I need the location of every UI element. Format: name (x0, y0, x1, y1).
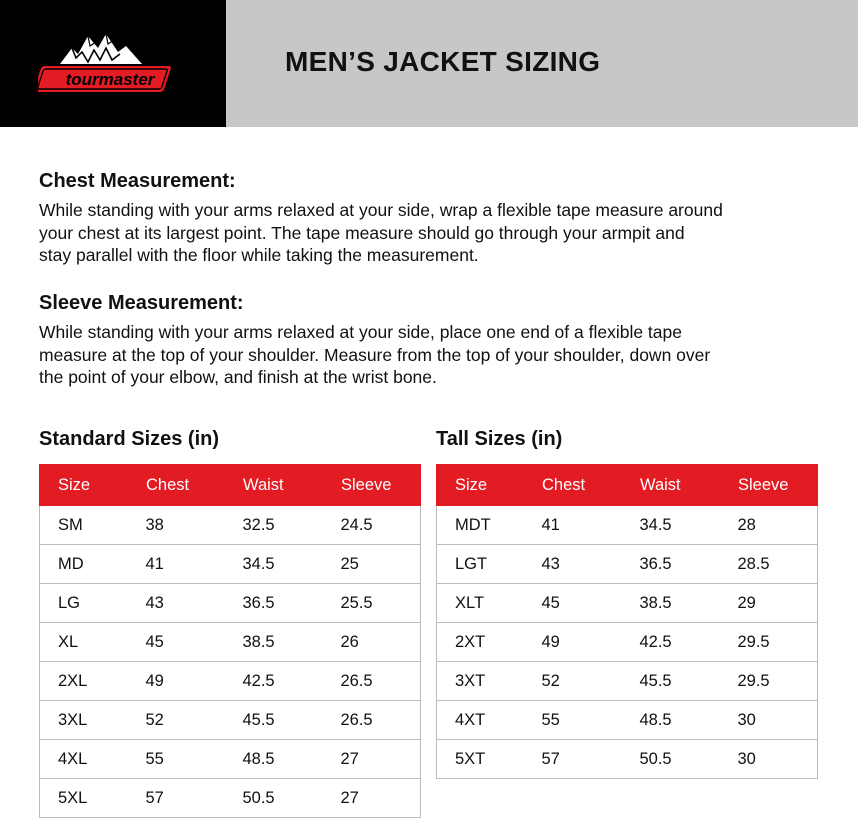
cell-chest: 49 (146, 662, 243, 701)
cell-chest: 43 (542, 545, 640, 584)
cell-chest: 45 (146, 623, 243, 662)
cell-chest: 57 (146, 779, 243, 818)
cell-waist: 36.5 (243, 584, 341, 623)
sleeve-line-1: While standing with your arms relaxed at your side, place one end of a flexible tape (39, 322, 682, 342)
cell-size: 2XT (437, 623, 542, 662)
cell-waist: 38.5 (243, 623, 341, 662)
table-row (40, 623, 421, 662)
logo-panel (0, 0, 226, 127)
cell-waist: 42.5 (243, 662, 341, 701)
page-header (0, 0, 858, 127)
table-row (40, 779, 421, 818)
title-panel (226, 0, 858, 127)
cell-waist: 50.5 (243, 779, 341, 818)
table-row (40, 740, 421, 779)
cell-waist: 48.5 (243, 740, 341, 779)
cell-sleeve: 29.5 (738, 662, 818, 701)
table-row (437, 701, 818, 740)
column-header-waist: Waist (640, 465, 738, 506)
sleeve-measurement-section (39, 292, 829, 389)
standard-sizes-table (39, 464, 421, 818)
sleeve-line-3: the point of your elbow, and finish at the wrist bone. (39, 367, 437, 387)
table-row (437, 545, 818, 584)
column-header-size: Size (40, 465, 146, 506)
cell-sleeve: 29.5 (738, 623, 818, 662)
cell-size: 5XT (437, 740, 542, 779)
table-row (437, 506, 818, 545)
cell-sleeve: 25 (341, 545, 421, 584)
cell-sleeve: 24.5 (341, 506, 421, 545)
cell-waist: 36.5 (640, 545, 738, 584)
table-row (437, 623, 818, 662)
cell-chest: 57 (542, 740, 640, 779)
chest-line-2: your chest at its largest point. The tape measure should go through your armpit and (39, 222, 685, 243)
cell-sleeve: 28.5 (738, 545, 818, 584)
table-row (437, 740, 818, 779)
table-row (40, 662, 421, 701)
cell-size: XL (40, 623, 146, 662)
cell-chest: 52 (542, 662, 640, 701)
cell-waist: 42.5 (640, 623, 738, 662)
column-header-chest: Chest (146, 465, 243, 506)
cell-sleeve: 30 (738, 701, 818, 740)
cell-waist: 34.5 (243, 545, 341, 584)
cell-size: 4XT (437, 701, 542, 740)
cell-size: 3XT (437, 662, 542, 701)
table-row (437, 662, 818, 701)
cell-sleeve: 25.5 (341, 584, 421, 623)
table-row (40, 545, 421, 584)
tall-sizes-table (436, 464, 818, 779)
cell-chest: 55 (146, 740, 243, 779)
cell-chest: 41 (542, 506, 640, 545)
page-title: MEN’S JACKET SIZING (285, 46, 601, 77)
sleeve-heading: Sleeve Measurement: (39, 292, 244, 314)
cell-sleeve: 29 (738, 584, 818, 623)
cell-waist: 32.5 (243, 506, 341, 545)
cell-size: SM (40, 506, 146, 545)
cell-size: 2XL (40, 662, 146, 701)
chest-line-1: While standing with your arms relaxed at your side, wrap a flexible tape measure around (39, 200, 723, 220)
cell-size: 4XL (40, 740, 146, 779)
column-header-sleeve: Sleeve (341, 465, 421, 506)
tourmaster-logo (38, 28, 188, 100)
cell-size: MD (40, 545, 146, 584)
sleeve-line-2: measure at the top of your shoulder. Measure from the top of your shoulder, down over (39, 344, 711, 365)
column-header-chest: Chest (542, 465, 640, 506)
cell-waist: 38.5 (640, 584, 738, 623)
column-header-sleeve: Sleeve (738, 465, 818, 506)
cell-size: LGT (437, 545, 542, 584)
table-row (40, 584, 421, 623)
cell-waist: 45.5 (243, 701, 341, 740)
cell-size: 5XL (40, 779, 146, 818)
logo-wordmark: tourmaster (65, 70, 155, 89)
table-row (437, 584, 818, 623)
cell-chest: 55 (542, 701, 640, 740)
tall-sizes-title: Tall Sizes (in) (436, 428, 563, 450)
column-header-waist: Waist (243, 465, 341, 506)
cell-size: 3XL (40, 701, 146, 740)
standard-sizes-title: Standard Sizes (in) (39, 428, 220, 450)
cell-sleeve: 27 (341, 779, 421, 818)
cell-chest: 49 (542, 623, 640, 662)
cell-sleeve: 28 (738, 506, 818, 545)
cell-chest: 38 (146, 506, 243, 545)
table-row (40, 506, 421, 545)
cell-sleeve: 30 (738, 740, 818, 779)
cell-chest: 43 (146, 584, 243, 623)
table-header-row (40, 465, 421, 506)
chest-heading: Chest Measurement: (39, 170, 236, 192)
cell-chest: 45 (542, 584, 640, 623)
cell-size: XLT (437, 584, 542, 623)
column-header-size: Size (437, 465, 542, 506)
cell-chest: 41 (146, 545, 243, 584)
table-row (40, 701, 421, 740)
cell-waist: 50.5 (640, 740, 738, 779)
cell-sleeve: 26.5 (341, 662, 421, 701)
chest-line-3: stay parallel with the floor while taking the measurement. (39, 245, 479, 265)
cell-sleeve: 27 (341, 740, 421, 779)
chest-instructions (39, 199, 829, 267)
chest-measurement-section (39, 170, 829, 267)
cell-sleeve: 26.5 (341, 701, 421, 740)
cell-sleeve: 26 (341, 623, 421, 662)
table-header-row (437, 465, 818, 506)
cell-chest: 52 (146, 701, 243, 740)
sleeve-instructions (39, 321, 829, 389)
cell-size: LG (40, 584, 146, 623)
cell-size: MDT (437, 506, 542, 545)
cell-waist: 45.5 (640, 662, 738, 701)
cell-waist: 34.5 (640, 506, 738, 545)
cell-waist: 48.5 (640, 701, 738, 740)
